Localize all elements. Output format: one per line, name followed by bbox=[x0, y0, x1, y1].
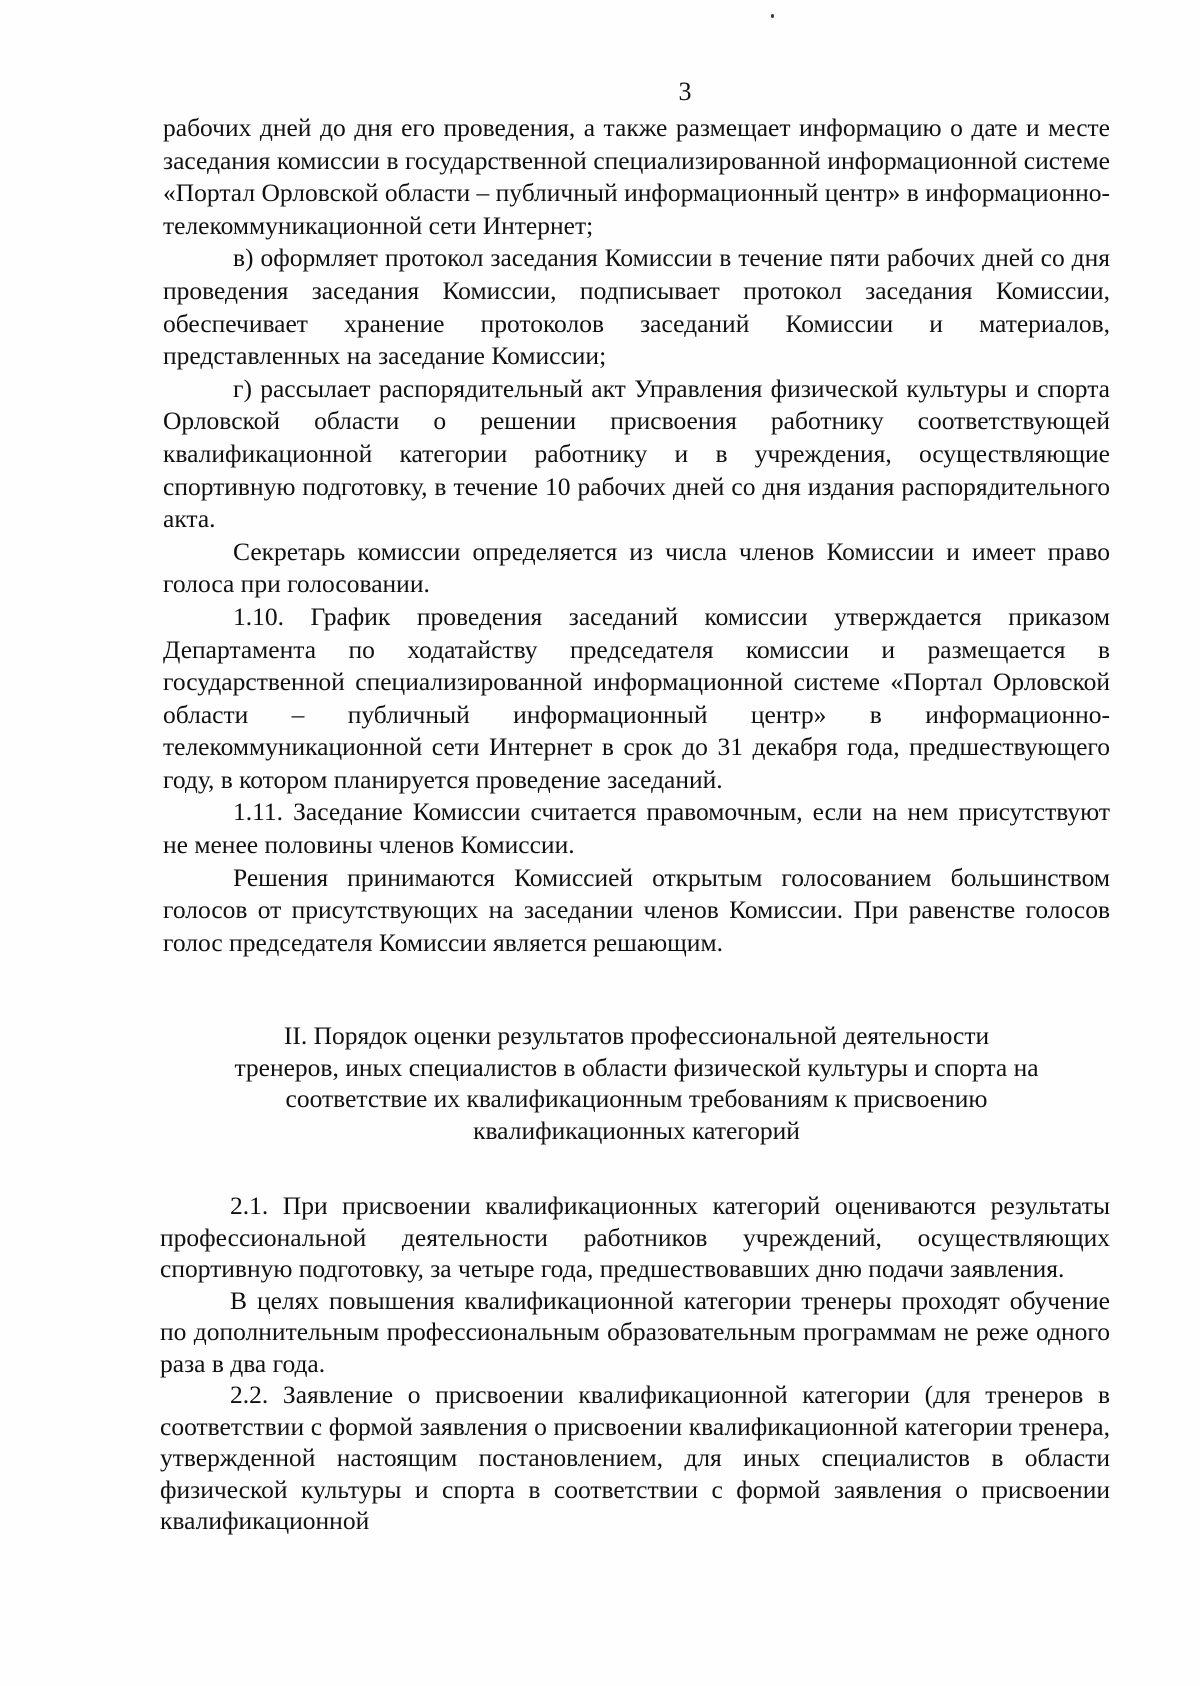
paragraph-2-1: 2.1. При присвоении квалификационных категорий оцениваются результаты профессиональной деятельности работников учреждений, осуществляющих спортивную подготовку, за четыре года, предшествовавших дню подачи заявления. bbox=[160, 1191, 1110, 1283]
page-number: 3 bbox=[678, 77, 692, 106]
section-heading bbox=[163, 1020, 1110, 1146]
paragraph-continuation: рабочих дней до дня его проведения, а также размещает информацию о дате и месте заседания комиссии в государственной специализированной информационной системе «Портал Орловской области – публичный информационный центр» в информационно-телекоммуникационной сети Интернет; bbox=[163, 113, 1110, 240]
section-heading-line: квалификационных категорий bbox=[473, 1115, 800, 1145]
scan-speck bbox=[771, 14, 774, 18]
paragraph-item-g: г) рассылает распорядительный акт Управления физической культуры и спорта Орловской области о решении присвоения работнику соответствующей квалификационной категории работнику и в учреждения, осуществляющие спортивную подготовку, в течение 10 рабочих дней со дня издания распорядительного акта. bbox=[163, 373, 1110, 534]
section-heading-line: тренеров, иных специалистов в области физической культуры и спорта на bbox=[234, 1052, 1039, 1082]
section-heading-line: соответствие их квалификационным требованиям к присвоению bbox=[285, 1084, 988, 1113]
paragraph-2-2: 2.2. Заявление о присвоении квалификационной категории (для тренеров в соответствии с формой заявления о присвоении квалификационной категории тренера, утвержденной настоящим постановлением, для иных специалистов в области физической культуры и спорта в соответствии с формой заявления о присвоении квалификационной bbox=[160, 1380, 1110, 1535]
section-heading-line: II. Порядок оценки результатов профессиональной деятельности bbox=[283, 1021, 990, 1050]
paragraph-secretary: Секретарь комиссии определяется из числа членов Комиссии и имеет право голоса при голосовании. bbox=[163, 536, 1110, 599]
paragraph-training: В целях повышения квалификационной категории тренеры проходят обучение по дополнительным профессиональным образовательным программам не реже одного раза в два года. bbox=[160, 1285, 1110, 1378]
paragraph-item-v: в) оформляет протокол заседания Комиссии в течение пяти рабочих дней со дня проведения заседания Комиссии, подписывает протокол заседания Комиссии, обеспечивает хранение протоколов заседаний Комиссии и материалов, представленных на заседание Комиссии; bbox=[163, 243, 1110, 371]
section-body-text bbox=[160, 1190, 1110, 1537]
paragraph-1-11: 1.11. Заседание Комиссии считается правомочным, если на нем присутствуют не менее половины членов Комиссии. bbox=[163, 797, 1110, 860]
paragraph-decisions: Решения принимаются Комиссией открытым голосованием большинством голосов от присутствующих на заседании членов Комиссии. При равенстве голосов голос председателя Комиссии является решающим. bbox=[163, 862, 1110, 957]
body-text bbox=[163, 112, 1110, 959]
paragraph-1-10: 1.10. График проведения заседаний комиссии утверждается приказом Департамента по ходатайству председателя комиссии и размещается в государственной специализированной информационной системе «Портал Орловской области – публичный информационный центр» в информационно-телекоммуникационной сети Интернет в срок до 31 декабря года, предшествующего году, в котором планируется проведение заседаний. bbox=[163, 601, 1110, 794]
